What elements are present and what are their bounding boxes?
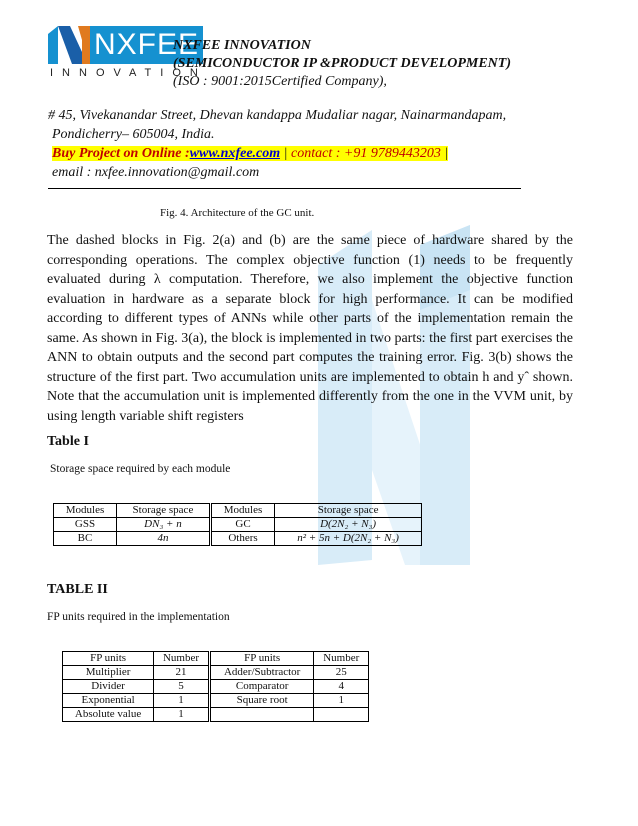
separator: | (440, 146, 449, 161)
column-header: Storage space (275, 504, 422, 518)
email-line: email : nxfee.innovation@gmail.com (52, 165, 260, 180)
table-cell: BC (54, 532, 117, 546)
contact-number: contact : +91 9789443203 (291, 146, 441, 161)
table-cell: Multiplier (63, 666, 154, 680)
logo-subtitle: INNOVATION (50, 67, 207, 79)
table-cell: Exponential (63, 694, 154, 708)
table-row (63, 694, 369, 708)
table-row (54, 518, 422, 532)
company-iso: (ISO : 9001:2015Certified Company), (173, 74, 387, 89)
table1-caption: Storage space required by each module (50, 463, 231, 475)
column-header: Storage space (117, 504, 211, 518)
table-cell: Divider (63, 680, 154, 694)
table-cell: D(2N₂ + N₃) (275, 518, 422, 532)
table-cell: 21 (154, 666, 210, 680)
table-row (63, 680, 369, 694)
header-divider (48, 188, 521, 189)
storage-table (53, 503, 422, 546)
fp-units-table (62, 651, 369, 722)
table-cell: 25 (314, 666, 369, 680)
table-cell: DN₃ + n (117, 518, 211, 532)
table-header-row (63, 652, 369, 666)
website-link[interactable]: www.nxfee.com (189, 146, 281, 161)
table-row (63, 708, 369, 722)
table-cell: 1 (154, 694, 210, 708)
table-cell: 1 (154, 708, 210, 722)
table-cell: n² + 5n + D(2N₂ + N₃) (275, 532, 422, 546)
table-header-row (54, 504, 422, 518)
table-cell: Square root (209, 694, 314, 708)
table-cell: Absolute value (63, 708, 154, 722)
company-tagline: (SEMICONDUCTOR IP &PRODUCT DEVELOPMENT) (173, 56, 511, 71)
body-paragraph: The dashed blocks in Fig. 2(a) and (b) are the same piece of hardware shared by the corresponding operations. The complex objective function (1) needs to be frequently evaluated during λ computation. Therefore, we also implement the objective function evaluation in hardware as a separate block for high performance. It can be modified according to different types of ANNs while other parts of the implementation remain the same. As shown in Fig. 3(a), the block is implemented in two parts: the first part exercises the ANN to obtain outputs and the second part computes the training error. Fig. 3(b) shows the structure of the first part. Two accumulation units are implemented to obtain h and yˆ shown. Note that the accumulation unit is implemented differently from the one in the VVM unit, by using length variable shift registers (47, 233, 573, 424)
column-header: Modules (54, 504, 117, 518)
column-header: Modules (210, 504, 274, 518)
company-block (173, 37, 511, 91)
column-header: Number (314, 652, 369, 666)
table-cell (209, 708, 314, 722)
table-cell: Comparator (209, 680, 314, 694)
address-line-2: Pondicherry– 605004, India. (52, 127, 215, 142)
table2-heading: TABLE II (47, 582, 108, 597)
table-cell: 4 (314, 680, 369, 694)
address-line-1: # 45, Vivekanandar Street, Dhevan kandappa Mudaliar nagar, Nainarmandapam, (48, 108, 507, 123)
column-header: FP units (209, 652, 314, 666)
logo-wordmark: NXFEE (90, 26, 203, 64)
column-header: Number (154, 652, 210, 666)
table-cell: 5 (154, 680, 210, 694)
nx-logo-mark-icon (48, 26, 92, 64)
table-cell (314, 708, 369, 722)
table1-heading: Table I (47, 434, 89, 449)
table-row (63, 666, 369, 680)
table-cell: GC (210, 518, 274, 532)
company-name: NXFEE INNOVATION (173, 38, 311, 53)
table-cell: 4n (117, 532, 211, 546)
column-header: FP units (63, 652, 154, 666)
table2-caption: FP units required in the implementation (47, 611, 230, 623)
table-cell: 1 (314, 694, 369, 708)
table-cell: GSS (54, 518, 117, 532)
address-block (48, 106, 506, 182)
buy-online-label: Buy Project on Online : (52, 146, 190, 161)
separator: | (280, 146, 292, 161)
table-cell: Adder/Subtractor (209, 666, 314, 680)
company-logo (48, 26, 207, 82)
figure-caption: Fig. 4. Architecture of the GC unit. (160, 207, 315, 219)
table-row (54, 532, 422, 546)
table-cell: Others (210, 532, 274, 546)
